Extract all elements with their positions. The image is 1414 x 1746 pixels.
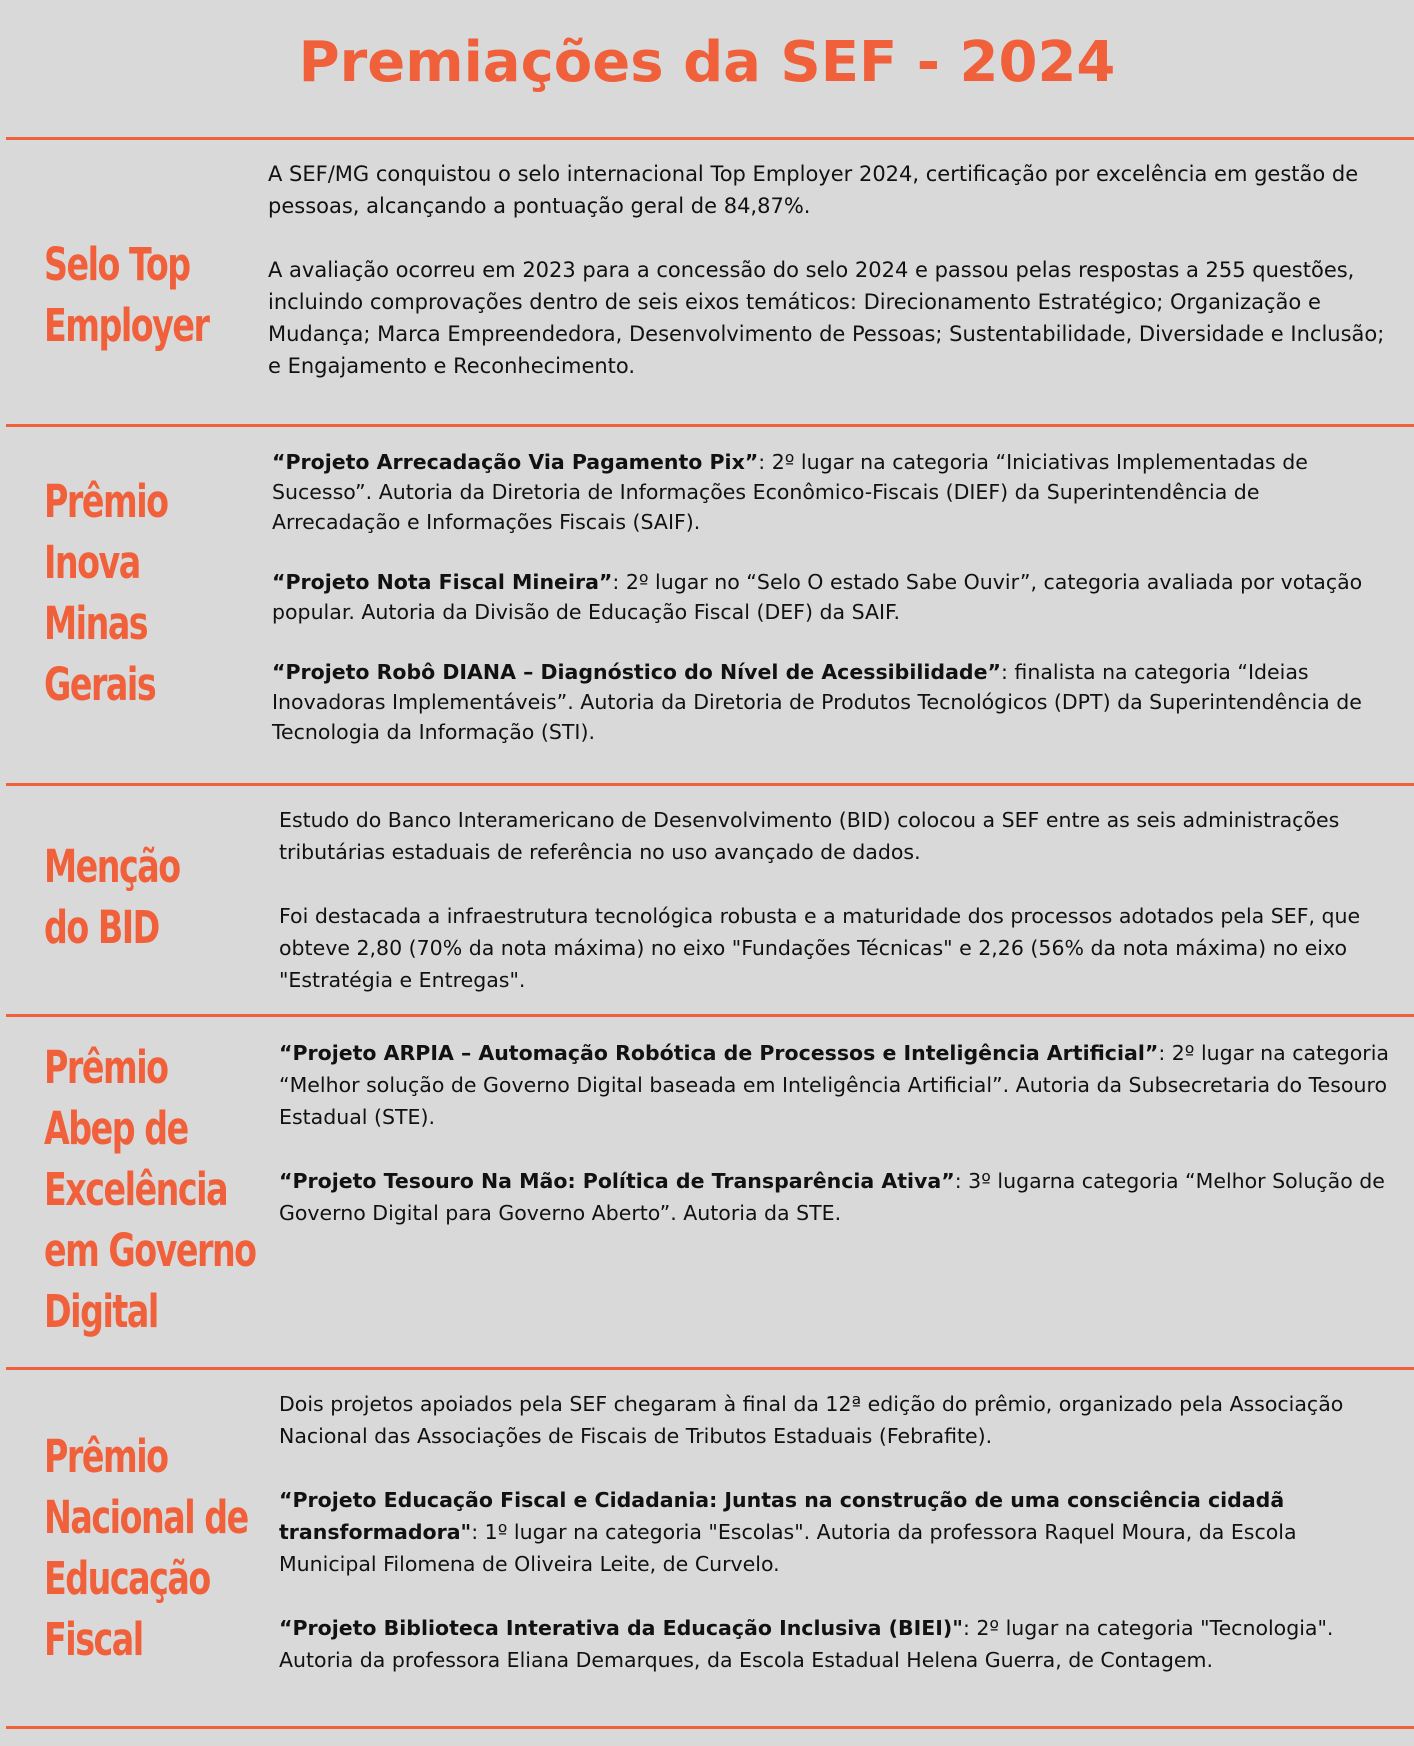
paragraph-bold: “Projeto Educação Fiscal e Cidadania: Juntas na construção de uma consciência cidadã transformadora" bbox=[279, 1488, 1285, 1544]
paragraph-bold: “Projeto ARPIA – Automação Robótica de Processos e Inteligência Artificial” bbox=[279, 1041, 1159, 1065]
section-title-line: Digital bbox=[44, 1285, 158, 1338]
section-title-line: Abep de bbox=[44, 1102, 188, 1155]
paragraph-text: A SEF/MG conquistou o selo internacional Top Employer 2024, certificação por excelência em gestão de pessoas, alcançando a pontuação geral de 84,87%. bbox=[268, 162, 1359, 218]
section-title-line: Selo Top bbox=[44, 238, 190, 291]
paragraph bbox=[279, 804, 1397, 868]
paragraph-text: : 2º lugar na categoria "Tecnologia". Autoria da professora Eliana Demarques, da Escola Estadual Helena Guerra, de Contagem. bbox=[279, 1616, 1334, 1672]
section-selo-top-employer bbox=[0, 140, 1414, 424]
paragraph-bold: “Projeto Nota Fiscal Mineira” bbox=[272, 570, 613, 594]
paragraph-text: Dois projetos apoiados pela SEF chegaram à final da 12ª edição do prêmio, organizado pela Associação Nacional das Associações de Fiscais de Tributos Estaduais (Febrafite). bbox=[279, 1392, 1344, 1448]
section-title-line: Excelência bbox=[44, 1163, 228, 1216]
section-mencao-do-bid bbox=[0, 786, 1414, 1014]
paragraph-bold: “Projeto Robô DIANA – Diagnóstico do Nível de Acessibilidade” bbox=[272, 660, 1001, 684]
paragraph-text: : finalista na categoria “Ideias Inovadoras Implementáveis”. Autoria da Diretoria de Produtos Tecnológicos (DPT) da Superintendência de Tecnologia da Informação (STI). bbox=[272, 660, 1362, 744]
paragraph-text: Foi destacada a infraestrutura tecnológica robusta e a maturidade dos processos adotados pela SEF, que obteve 2,80 (70% da nota máxima) no eixo "Fundações Técnicas" e 2,26 (56% da nota máxima) no eixo "Estratégia e Entregas". bbox=[279, 904, 1361, 992]
paragraph bbox=[279, 900, 1397, 996]
section-title-line: Educação bbox=[44, 1552, 210, 1605]
section-title-line: Gerais bbox=[44, 658, 156, 711]
section-title bbox=[44, 1426, 248, 1670]
section-body bbox=[268, 158, 1386, 382]
paragraph-bold: “Projeto Arrecadação Via Pagamento Pix” bbox=[272, 450, 759, 474]
section-body bbox=[279, 804, 1397, 996]
section-title bbox=[44, 1037, 256, 1342]
page-title: Premiações da SEF - 2024 bbox=[298, 30, 1116, 95]
paragraph bbox=[279, 1612, 1397, 1676]
paragraph-text: Estudo do Banco Interamericano de Desenvolvimento (BID) colocou a SEF entre as seis administrações tributárias estaduais de referência no uso avançado de dados. bbox=[279, 808, 1340, 864]
paragraph bbox=[272, 657, 1390, 747]
paragraph bbox=[279, 1484, 1397, 1580]
section-body bbox=[279, 1388, 1397, 1676]
section-title-line: Minas bbox=[44, 597, 148, 650]
section-title-line: em Governo bbox=[44, 1224, 256, 1277]
paragraph bbox=[279, 1037, 1397, 1133]
section-title-line: Prêmio bbox=[44, 475, 168, 528]
paragraph bbox=[272, 567, 1390, 627]
section-premio-abep bbox=[0, 1017, 1414, 1367]
section-body bbox=[279, 1037, 1397, 1229]
paragraph-text: : 1º lugar na categoria "Escolas". Autoria da professora Raquel Moura, da Escola Municipal Filomena de Oliveira Leite, de Curvelo. bbox=[279, 1520, 1297, 1576]
section-title bbox=[44, 471, 168, 715]
section-title bbox=[44, 836, 180, 958]
paragraph bbox=[268, 254, 1386, 382]
section-premio-nacional-educacao-fiscal bbox=[0, 1370, 1414, 1726]
divider bbox=[6, 1726, 1414, 1729]
paragraph-text: : 2º lugar na categoria “Iniciativas Implementadas de Sucesso”. Autoria da Diretoria de Informações Econômico-Fiscais (DIEF) da Superintendência de Arrecadação e Informações Fiscais (SAIF). bbox=[272, 450, 1308, 534]
section-title-line: Menção bbox=[44, 840, 180, 893]
paragraph-text: : 3º lugarna categoria “Melhor Solução de Governo Digital para Governo Aberto”. Autoria da STE. bbox=[279, 1169, 1385, 1225]
paragraph-text: : 2º lugar na categoria “Melhor solução de Governo Digital baseada em Inteligência Artificial”. Autoria da Subsecretaria do Tesouro Estadual (STE). bbox=[279, 1041, 1389, 1129]
section-title-line: do BID bbox=[44, 901, 159, 954]
section-title-line: Fiscal bbox=[44, 1613, 143, 1666]
section-title-line: Nacional de bbox=[44, 1491, 248, 1544]
section-title-line: Prêmio bbox=[44, 1430, 168, 1483]
section-premio-inova-minas-gerais bbox=[0, 427, 1414, 783]
section-body bbox=[272, 447, 1390, 747]
paragraph bbox=[268, 158, 1386, 222]
paragraph bbox=[272, 447, 1390, 537]
paragraph-bold: “Projeto Tesouro Na Mão: Política de Transparência Ativa” bbox=[279, 1169, 955, 1193]
section-title bbox=[44, 234, 208, 356]
section-title-line: Prêmio bbox=[44, 1041, 168, 1094]
section-title-line: Inova bbox=[44, 536, 140, 589]
paragraph-text: : 2º lugar no “Selo O estado Sabe Ouvir”, categoria avaliada por votação popular. Autoria da Divisão de Educação Fiscal (DEF) da SAIF. bbox=[272, 570, 1363, 624]
paragraph-text: A avaliação ocorreu em 2023 para a concessão do selo 2024 e passou pelas respostas a 255 questões, incluindo comprovações dentro de seis eixos temáticos: Direcionamento Estratégico; Organização e Mudança; Marca Empreendedora, Desenvolvimento de Pessoas; Sustentabilidade, Diversidade e Inclusão; e Engajamento e Reconhecimento. bbox=[268, 258, 1385, 378]
section-title-line: Employer bbox=[44, 299, 209, 352]
paragraph bbox=[279, 1388, 1397, 1452]
paragraph bbox=[279, 1165, 1397, 1229]
paragraph-bold: “Projeto Biblioteca Interativa da Educação Inclusiva (BIEI)" bbox=[279, 1616, 963, 1640]
